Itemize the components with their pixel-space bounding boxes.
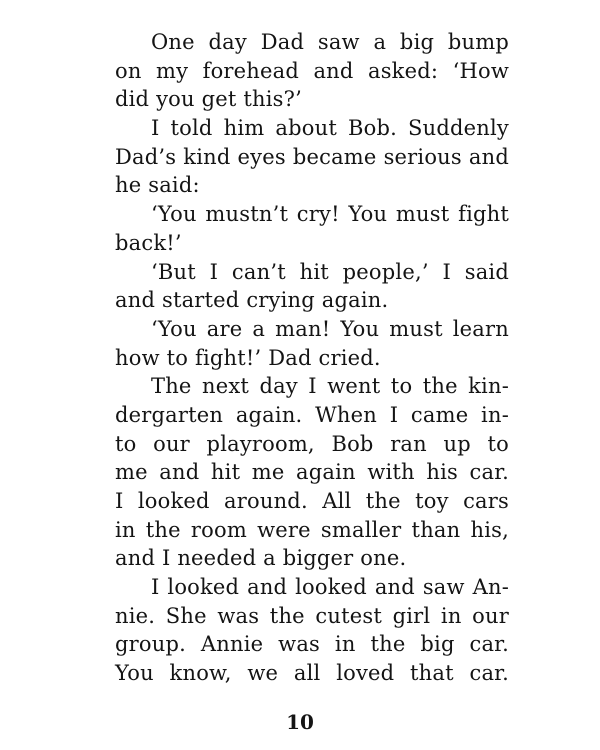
text-line: dergarten again. When I came in- — [115, 402, 509, 427]
text-line: ‘But I can’t hit people,’ I said — [151, 259, 509, 284]
text-line: on my forehead and asked: ‘How — [115, 58, 509, 83]
text-line: how to fight!’ Dad cried. — [115, 345, 381, 370]
text-line: me and hit me again with his car. — [115, 460, 509, 485]
text-line: did you get this?’ — [115, 87, 302, 112]
text-line: ‘You are a man! You must learn — [151, 316, 509, 341]
text-line: he said: — [115, 173, 200, 198]
text-line: You know, we all loved that car. — [115, 661, 509, 686]
text-line: I looked around. All the toy cars — [115, 489, 509, 513]
text-line: I told him about Bob. Suddenly — [151, 116, 509, 141]
text-line: and I needed a bigger one. — [115, 546, 407, 571]
text-line: back!’ — [115, 230, 182, 255]
text-line: Dad’s kind eyes became serious and — [115, 144, 509, 169]
story-text — [115, 28, 509, 688]
text-line: I looked and looked and saw An- — [151, 575, 509, 600]
text-line: nie. She was the cutest girl in our — [115, 603, 509, 628]
text-line: to our playroom, Bob ran up to — [115, 431, 509, 456]
text-line: One day Dad saw a big bump — [151, 30, 509, 54]
text-line: and started crying again. — [115, 288, 389, 313]
text-line: ‘You mustn’t cry! You must fight — [151, 202, 509, 227]
page-number: 10 — [286, 710, 314, 734]
text-line: group. Annie was in the big car. — [115, 632, 509, 657]
text-line: The next day I went to the kin- — [151, 374, 509, 399]
text-line: in the room were smaller than his, — [115, 517, 509, 542]
